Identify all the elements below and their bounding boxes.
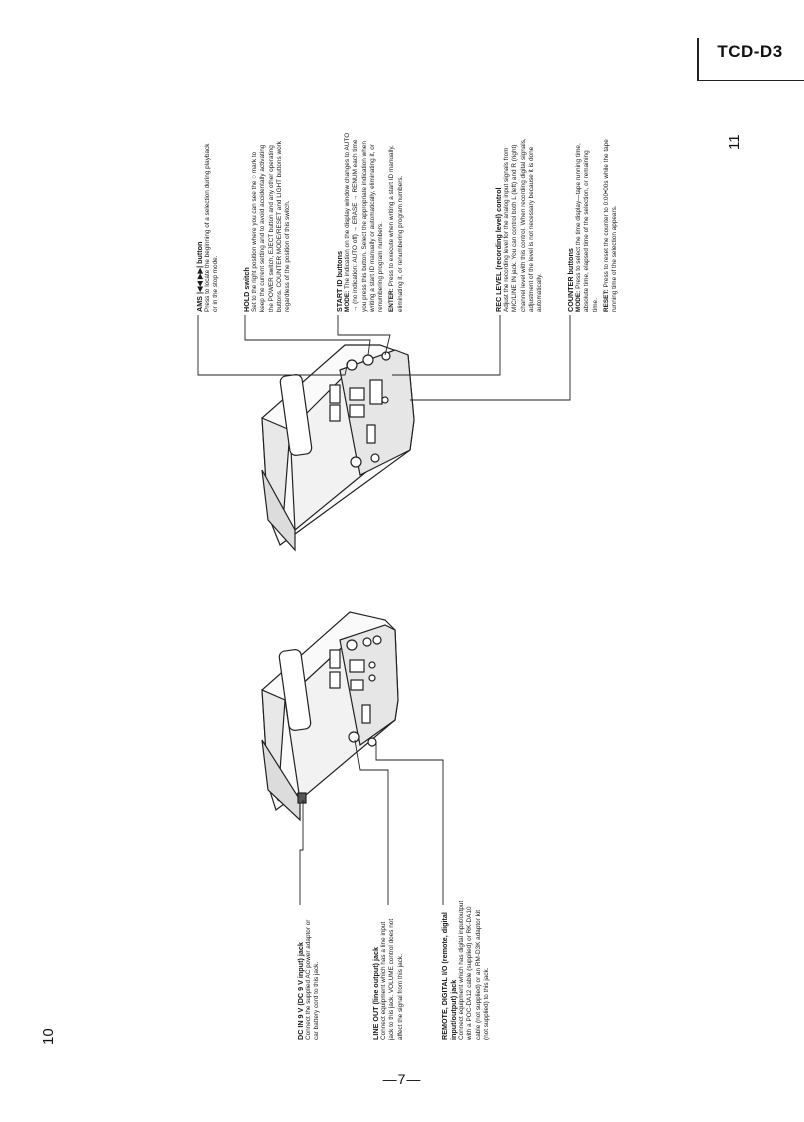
start-id-enter-body: Press to execute when writing a start ID manually, eliminating it, or renumbering program numbers. xyxy=(388,145,404,312)
page-number-right: 11 xyxy=(726,134,743,150)
dc-in-body: Connect the supplied AC power adaptor or car battery cord to this jack. xyxy=(305,919,321,1040)
model-title: TCD-D3 xyxy=(717,42,783,61)
dc-in-title: DC IN 9 V (DC 9 V input) jack xyxy=(296,942,305,1040)
device-right-view xyxy=(262,345,414,550)
line-out-label xyxy=(371,910,405,1040)
remote-digital-io-body: Connect equipment which has digital input/output with a POC-DA12 cable (supplied) or RK-DA10 cable (not supplied) or an RM-D3K adaptor kit (not supplied) to this jack. xyxy=(458,900,490,1040)
line-out-body: Connect equipment which has a line input jack to this jack. VOLUME control does not affect the signal from this jack. xyxy=(380,918,404,1040)
remote-digital-io-label xyxy=(440,900,491,1040)
hold-switch-body: Set to the right position where you can see the ○ mark to keep the current setting and to avoid accidentally activating the POWER switch, EJECT button and any other operating buttons. COUNTER MODE/RESET and LIGHT buttons work regardless of the position of this switch. xyxy=(251,141,292,312)
rec-level-body: Adjust the recording level for the analog input signals from MIC/LINE IN jack. You can control both L (left) and R (right) channel level with this control. When recording digital signals, adjustment of the level is not necessary because it is done automatically. xyxy=(503,138,544,312)
dc-in-label xyxy=(296,910,322,1040)
rec-level-title: REC LEVEL (recording level) control xyxy=(494,187,503,312)
remote-digital-io-title: REMOTE, DIGITAL I/O (remote, digital input/output) jack xyxy=(440,912,458,1040)
start-id-mode-label: MODE: xyxy=(344,290,351,312)
start-id-mode-body: The indication on the display window changes to AUTO → (no indication: AUTO off) → ERASE → RENUM each time you press this button. Select the appropriate indication when writing a start ID manually or automatically, eliminating it, or renumbering program numbers. xyxy=(344,132,385,312)
start-id-label xyxy=(335,132,405,312)
counter-buttons-label xyxy=(566,137,619,312)
hold-switch-label xyxy=(242,137,292,312)
counter-mode-label: MODE: xyxy=(575,290,582,312)
page-number-left: 10 xyxy=(40,1028,57,1045)
counter-reset-body: Press to reset the counter to 0:00•00s while the tape running time of the selection appears. xyxy=(602,139,619,312)
start-id-title: START ID buttons xyxy=(335,251,344,312)
ams-button-title: AMS |◀◀ ▶▶| button xyxy=(195,241,204,312)
rec-level-label xyxy=(494,137,544,312)
line-out-title: LINE OUT (line output) jack xyxy=(371,946,380,1040)
page-footer-number: —7— xyxy=(382,1071,422,1087)
ams-button-label xyxy=(195,137,221,312)
start-id-enter-label: ENTER: xyxy=(388,288,396,312)
counter-reset-label: RESET: xyxy=(602,289,610,312)
counter-buttons-title: COUNTER buttons xyxy=(566,248,575,312)
device-left-view xyxy=(262,612,398,820)
hold-switch-title: HOLD switch xyxy=(242,267,251,312)
ams-button-body: Press to locate the beginning of a selection during playback or in the stop mode. xyxy=(204,143,220,312)
counter-mode-body: Press to select the time display—tape running time, absolute time, elapsed time of the selection, or remaining time. xyxy=(575,143,599,312)
